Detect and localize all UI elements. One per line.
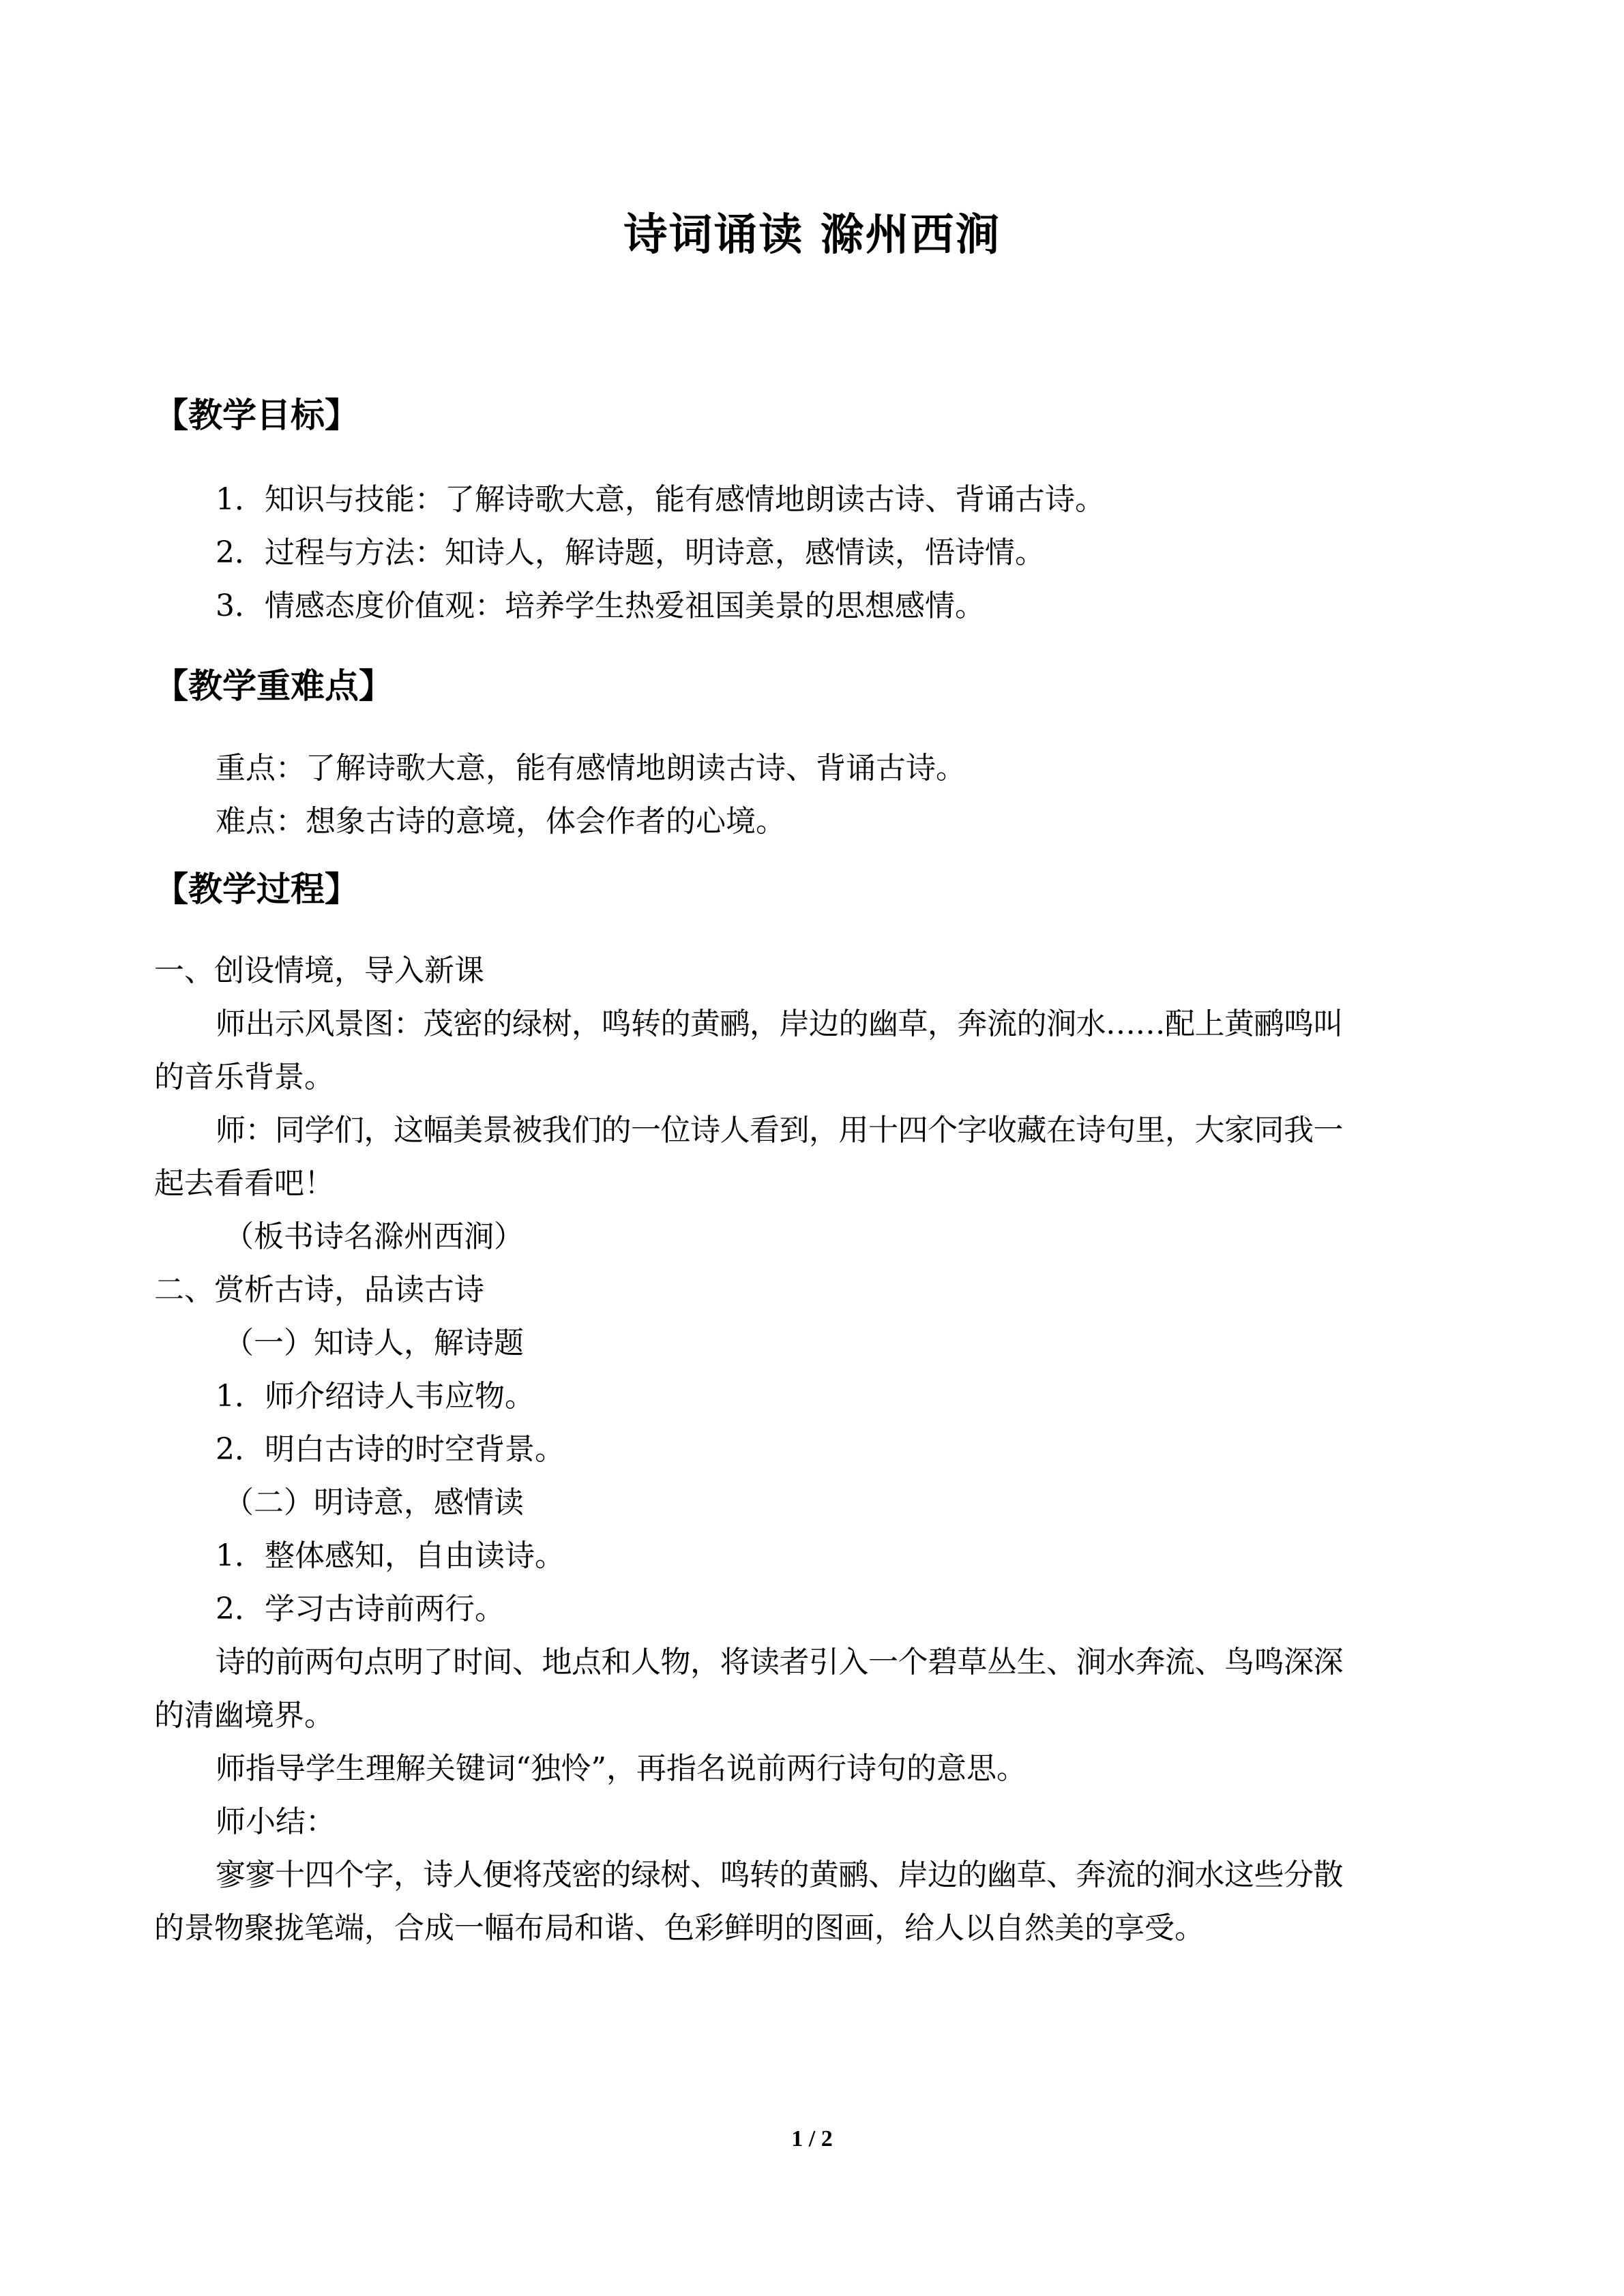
part2-title: 二、赏析古诗，品读古诗 [154, 1272, 484, 1307]
focus-text: 重点：了解诗歌大意，能有感情地朗读古诗、背诵古诗。 [216, 751, 966, 786]
paragraph-line: 的景物聚拢笔端，合成一幅布局和谐、色彩鲜明的图画，给人以自然美的享受。 [154, 1911, 1205, 1945]
page-number: 1 / 2 [791, 2126, 833, 2151]
paragraph-line: 寥寥十四个字，诗人便将茂密的绿树、鸣转的黄鹂、岸边的幽草、奔流的涧水这些分散 [216, 1858, 1343, 1892]
summary-label: 师小结： [216, 1804, 336, 1839]
paragraph-line: 起去看看吧！ [154, 1166, 334, 1201]
list-item: 1．师介绍诗人韦应物。 [216, 1379, 535, 1414]
key-points-block [154, 742, 1471, 848]
subsection-title: （一）知诗人，解诗题 [224, 1326, 524, 1360]
page-title: 诗词诵读 滁州西涧 [623, 210, 1001, 260]
paragraph-line: 的清幽境界。 [154, 1698, 334, 1733]
paragraph-line: 师指导学生理解关键词“独怜”，再指名说前两行诗句的意思。 [216, 1751, 1027, 1786]
section-heading-key-points: 【教学重难点】 [154, 666, 393, 706]
goal-item: 1．知识与技能：了解诗歌大意，能有感情地朗读古诗、背诵古诗。 [216, 482, 1105, 517]
paragraph-line: 诗的前两句点明了时间、地点和人物，将读者引入一个碧草丛生、涧水奔流、鸟鸣深深 [216, 1645, 1343, 1680]
paragraph-line: 师出示风景图：茂密的绿树，鸣转的黄鹂，岸边的幽草，奔流的涧水……配上黄鹂鸣叫 [216, 1007, 1343, 1041]
difficulty-text: 难点：想象古诗的意境，体会作者的心境。 [216, 804, 786, 839]
goal-item: 2．过程与方法：知诗人，解诗题，明诗意，感情读，悟诗情。 [216, 535, 1045, 570]
list-item: 2．学习古诗前两行。 [216, 1592, 505, 1626]
paragraph-line: 师：同学们，这幅美景被我们的一位诗人看到，用十四个字收藏在诗句里，大家同我一 [216, 1113, 1343, 1148]
list-item: 2．明白古诗的时空背景。 [216, 1432, 565, 1467]
section-heading-goals: 【教学目标】 [154, 396, 359, 435]
board-note: （板书诗名滁州西涧） [224, 1219, 524, 1254]
goals-list [154, 473, 1471, 633]
process-body [154, 944, 1471, 1955]
subsection-title: （二）明诗意，感情读 [224, 1485, 524, 1520]
section-heading-process: 【教学过程】 [154, 869, 359, 909]
list-item: 1．整体感知，自由读诗。 [216, 1538, 565, 1573]
part1-title: 一、创设情境，导入新课 [154, 953, 484, 988]
goal-item: 3．情感态度价值观：培养学生热爱祖国美景的思想感情。 [216, 588, 985, 623]
paragraph-line: 的音乐背景。 [154, 1060, 334, 1094]
